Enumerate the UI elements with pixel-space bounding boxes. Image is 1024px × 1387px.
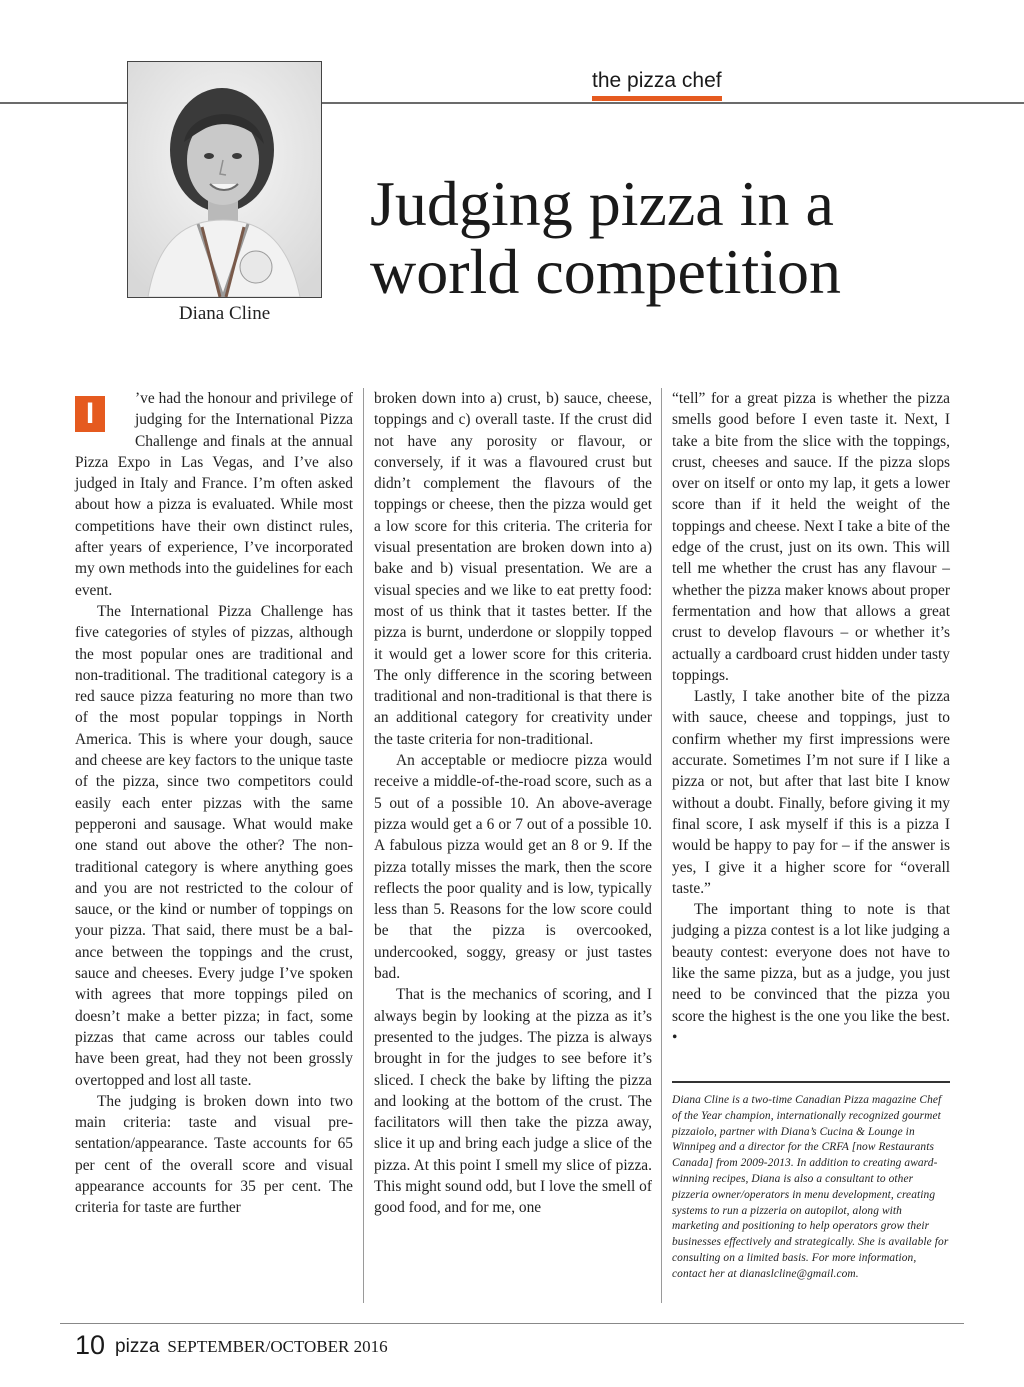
paragraph: The judging is broken down into two main criteria: taste and visual presentation/appearance. Taste accounts for 65 per cent of the overall score and visual appearance accounts for 35 per cent. The criteria for taste are further	[75, 1092, 353, 1217]
headline-line-1: Judging pizza in a	[370, 168, 834, 239]
headline-line-2: world competition	[370, 236, 842, 307]
footer-rule	[60, 1323, 964, 1324]
article-column-2	[374, 388, 652, 1219]
paragraph: The important thing to note is that judging a pizza contest is a lot like judging a beauty contest: everyone does not have to like the same pizza, but as a judge, you just need to be convinced that the pizza you score the highest is the one you like the best. •	[672, 901, 950, 1046]
paragraph: The International Pizza Challenge has five categories of styles of pizzas, although the most popular ones are traditional and non-traditional. The traditional category is a red sauce pizza featuring no more than two of the most popular toppings in North America. This is where your dough, sauce and cheese are key factors to the unique taste of the pizza, since two competitors could easily each enter pizzas with the same pepperoni and sausage. What would make one stand out above the other? The non-traditional category is where anything goes and you are not restricted to the colour of sauce, or the kind or number of toppings on your pizza. That said, there must be a balance between the toppings and the crust, sauce and cheeses. Every judge I’ve spoken with agrees that more toppings piled on doesn’t make a better pizza; in fact, some pizzas that came across our tables could have been great, had they not been grossly overtopped and lost all taste.	[75, 602, 353, 1089]
paragraph	[75, 388, 353, 601]
author-bio: Diana Cline is a two-time Canadian Pizza magazine Chef of the Year champion, internationally recognized gourmet pizzaiolo, partner with Diana’s Cucina & Lounge in Winnipeg and a director for the CRFA [now Restaurants Canada] from 2009-2013. In addition to creating award-winning recipes, Diana is also a consultant to other pizzeria owner/operators in menu development, creating systems to run a pizzeria on autopilot, along with marketing and positioning to help operators grow their businesses effectively and strategically. She is available for consulting on a limited basis. For more information, contact her at dianaslcline@gmail.com.	[672, 1094, 949, 1280]
article-column-3	[672, 388, 950, 1048]
page-number: 10	[75, 1330, 106, 1360]
paragraph-text: ’ve had the honour and privilege of judging for the International Pizza Challenge and finals at the annual Pizza Expo in Las Vegas, and I’ve also judged in Italy and France. I’m often asked about how a pizza is evaluated. While most competitions have their own distinct rules, after years of experience, I’ve incorporated my own methods into the guidelines for each event.	[75, 390, 353, 599]
page-footer	[75, 1330, 388, 1361]
author-photo	[127, 61, 322, 298]
column-divider	[661, 388, 662, 1303]
article-column-1	[75, 388, 353, 1219]
issue-date: SEPTEMBER/OCTOBER 2016	[167, 1337, 388, 1356]
photo-caption: Diana Cline	[178, 303, 271, 324]
headline	[370, 170, 970, 306]
drop-cap: I	[75, 396, 105, 432]
paragraph: Lastly, I take another bite of the pizza with sauce, cheese and toppings, just to confirm whether my first impressions were accurate. Sometimes I’m not sure if I like a pizza or not, but after that last bite I know without a doubt. Finally, before giving it my final score, I ask myself if this is a pizza I would be happy to pay for – if the answer is yes, I give it a higher score for “overall taste.”	[672, 688, 950, 897]
section-label: the pizza chef	[592, 70, 722, 101]
paragraph: An acceptable or mediocre pizza would receive a middle-of-the-road score, such as a 5 out of a possible 10. An above-average pizza would get a 6 or 7 out of a possible 10. A fabulous pizza would get an 8 or 9. If the pizza totally misses the mark, then the score reflects the poor quality and is low, typically less than 5. Reasons for the low score could be that the pizza is overcooked, undercooked, soggy, greasy or just tastes bad.	[374, 752, 652, 983]
column-divider	[363, 388, 364, 1303]
paragraph: broken down into a) crust, b) sauce, cheese, toppings and c) overall taste. If the crust did not have any porosity or flavour, or conversely, if it was a flavoured crust but didn’t complement the flavours of the toppings or cheese, then the pizza would get a low score for this criteria. The criteria for visual presentation are broken down into a) bake and b) visual presentation. We are a visual species and we like to eat pretty food: most of us think that it tastes better. If the pizza is burnt, underdone or sloppily topped it would get a lower score for this criteria. The only difference in the scoring between traditional and non-traditional is that there is an additional category for creativity under the taste criteria for non-traditional.	[374, 390, 652, 748]
paragraph: “tell” for a great pizza is whether the pizza smells good before I even taste it. Next, I take a bite from the slice with the toppings, crust, cheeses and sauce. If the pizza slops over on itself or onto my lap, it gets a lower score than if it held the weight of the toppings and cheese. Next I take a bite of the edge of the crust, just on its own. This will tell me whether the crust has any flavour – whether the pizza maker knows about proper fermentation and how that allows a great crust to develop flavours – or whether it’s actually a cardboard crust hidden under tasty toppings.	[672, 390, 950, 684]
portrait-photo-icon	[128, 62, 321, 297]
bio-rule	[672, 1081, 950, 1083]
paragraph: That is the mechanics of scoring, and I always begin by looking at the pizza as it’s presented to the judges. The pizza is always brought in for the judges to see before it’s sliced. I check the bake by lifting the pizza and looking at the bottom of the crust. The facilitators will then take the pizza away, slice it up and bring each judge a slice of the pizza. At this point I smell my slice of pizza. This might sound odd, but I love the smell of good food, and for me, one	[374, 986, 652, 1217]
magazine-name: pizza	[115, 1336, 160, 1357]
